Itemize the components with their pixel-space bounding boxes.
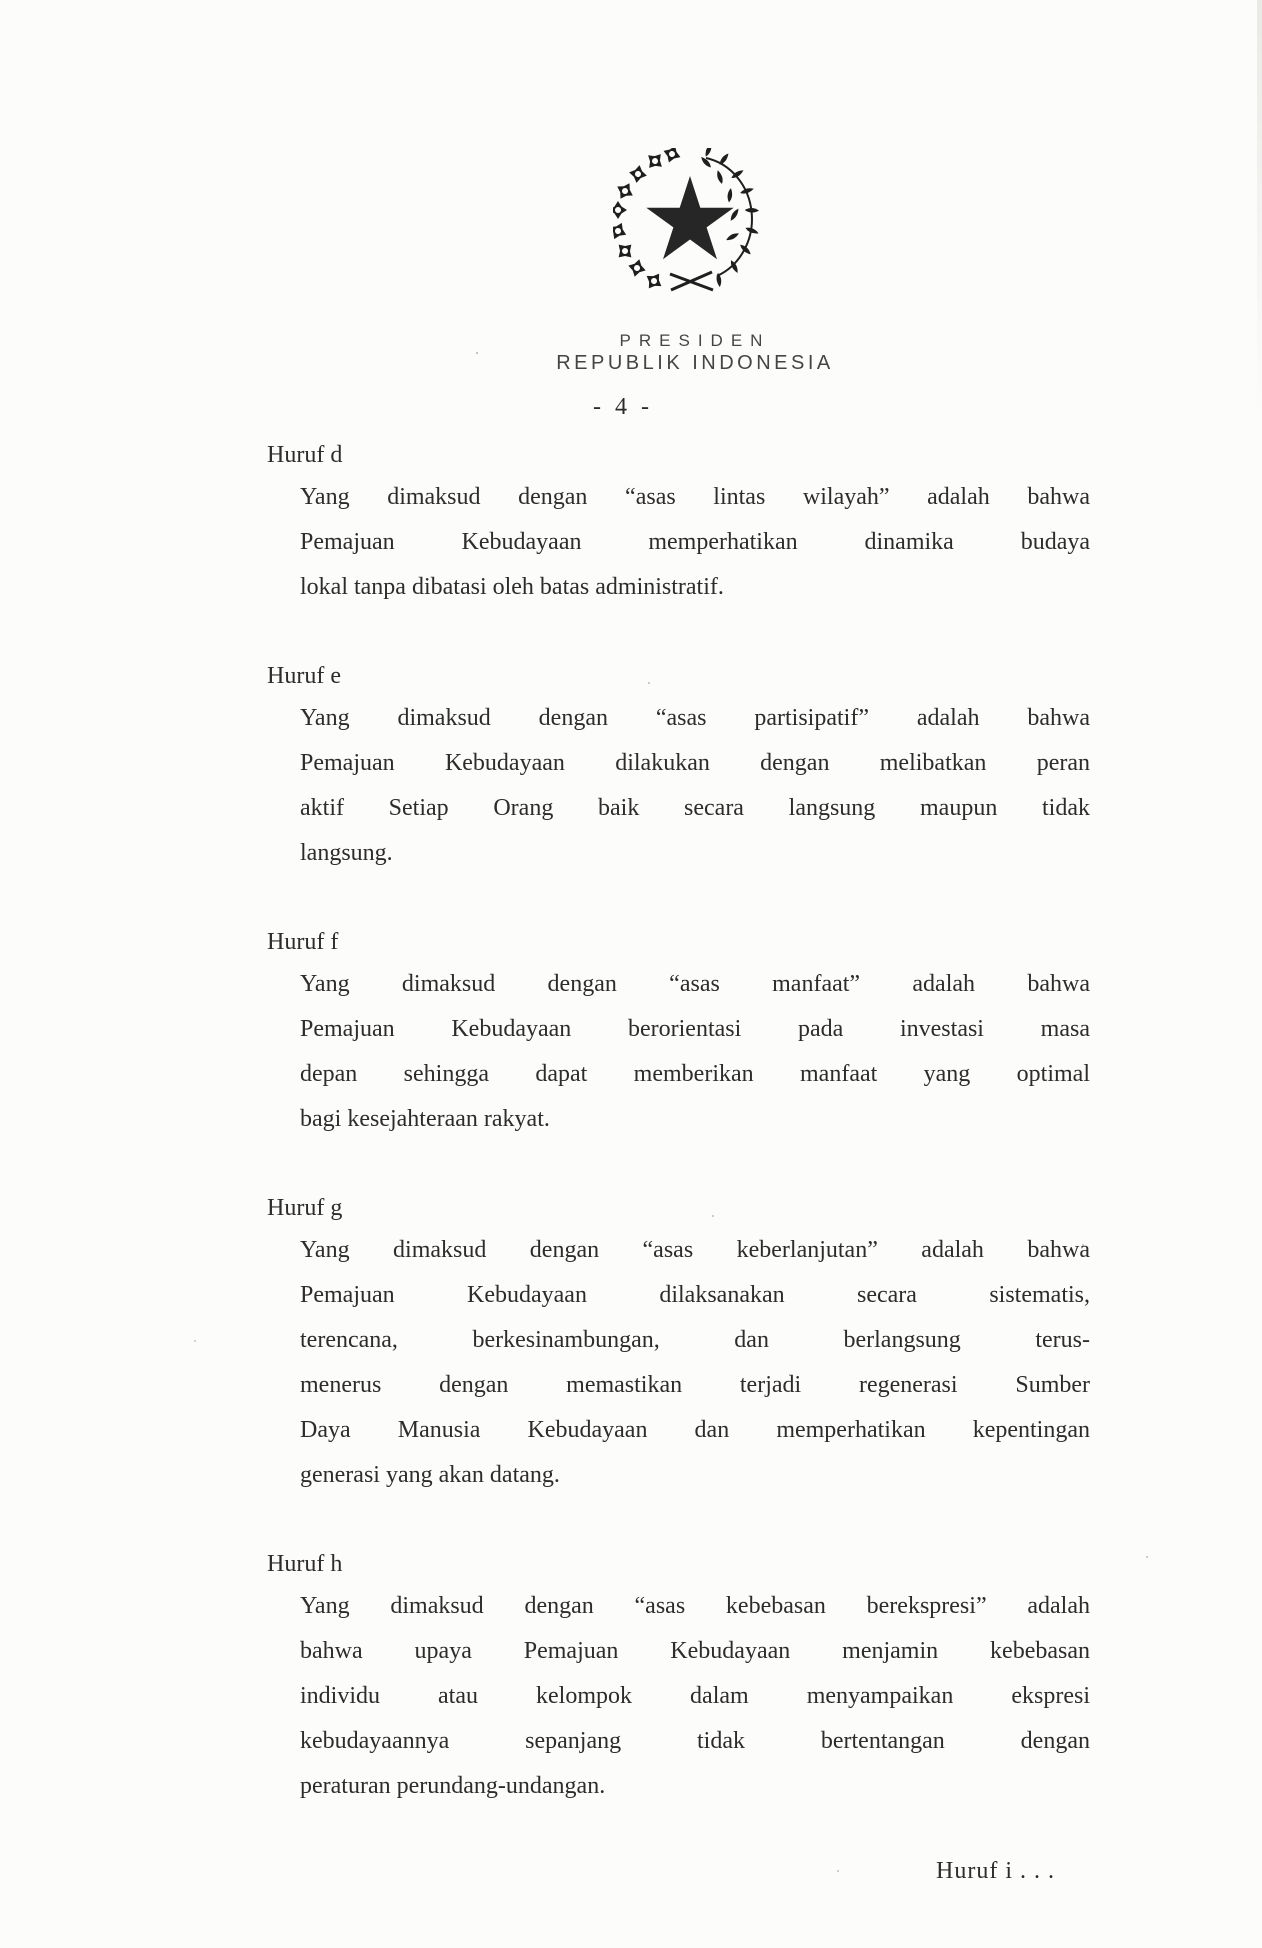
document-body [267,435,1090,1855]
section-huruf-g [267,1188,1090,1498]
section-paragraph [300,696,1090,876]
paragraph-line: Yang dimaksud dengan “asas partisipatif” adalah bahwa [300,705,1090,731]
section-heading: Huruf f [267,929,339,955]
section-paragraph [300,1228,1090,1498]
paragraph-line: Yang dimaksud dengan “asas lintas wilayah” adalah bahwa [300,484,1090,510]
scan-noise-specks [476,352,478,354]
section-paragraph [300,962,1090,1142]
paragraph-line: Yang dimaksud dengan “asas kebebasan berekspresi” adalah [300,1593,1090,1619]
section-heading: Huruf d [267,442,343,468]
section-heading: Huruf g [267,1195,343,1221]
letterhead-presiden: PRESIDEN [619,331,771,350]
paragraph-line: Pemajuan Kebudayaan memperhatikan dinamika budaya [300,529,1090,555]
continuation-marker: Huruf i . . . [936,1858,1055,1884]
paragraph-line: depan sehingga dapat memberikan manfaat yang optimal [300,1061,1090,1087]
paragraph-line: bagi kesejahteraan rakyat. [300,1106,550,1132]
paragraph-line: langsung. [300,840,393,866]
paragraph-line: lokal tanpa dibatasi oleh batas administratif. [300,574,724,600]
paragraph-line: individu atau kelompok dalam menyampaikan ekspresi [300,1683,1090,1709]
section-heading: Huruf h [267,1551,343,1577]
paragraph-line: terencana, berkesinambungan, dan berlangsung terus- [300,1327,1090,1353]
section-huruf-f [267,922,1090,1142]
paragraph-line: kebudayaannya sepanjang tidak bertentangan dengan [300,1728,1090,1754]
letterhead-republik-indonesia: REPUBLIK INDONESIA [556,352,834,374]
scan-edge-artifact [1257,0,1262,420]
paragraph-line: bahwa upaya Pemajuan Kebudayaan menjamin kebebasan [300,1638,1090,1664]
wreath-crossed-stems [670,272,713,290]
paragraph-line: menerus dengan memastikan terjadi regenerasi Sumber [300,1372,1090,1398]
paragraph-line: Pemajuan Kebudayaan dilakukan dengan melibatkan peran [300,750,1090,776]
section-huruf-d [267,435,1090,610]
section-heading: Huruf e [267,663,341,689]
paragraph-line: Pemajuan Kebudayaan berorientasi pada investasi masa [300,1016,1090,1042]
star-icon [646,176,733,259]
paragraph-line: Daya Manusia Kebudayaan dan memperhatikan kepentingan [300,1417,1090,1443]
paragraph-line: Yang dimaksud dengan “asas manfaat” adalah bahwa [300,971,1090,997]
section-paragraph [300,1584,1090,1809]
presidential-star-wreath-emblem [613,148,763,293]
paragraph-line: aktif Setiap Orang baik secara langsung maupun tidak [300,795,1090,821]
section-paragraph [300,475,1090,610]
paragraph-line: Pemajuan Kebudayaan dilaksanakan secara sistematis, [300,1282,1090,1308]
section-huruf-e [267,656,1090,876]
section-huruf-h [267,1544,1090,1809]
paragraph-line: Yang dimaksud dengan “asas keberlanjutan” adalah bahwa [300,1237,1090,1263]
paragraph-line: generasi yang akan datang. [300,1462,560,1488]
letterhead [556,329,834,375]
page-number: - 4 - [593,394,651,420]
paragraph-line: peraturan perundang-undangan. [300,1773,606,1799]
